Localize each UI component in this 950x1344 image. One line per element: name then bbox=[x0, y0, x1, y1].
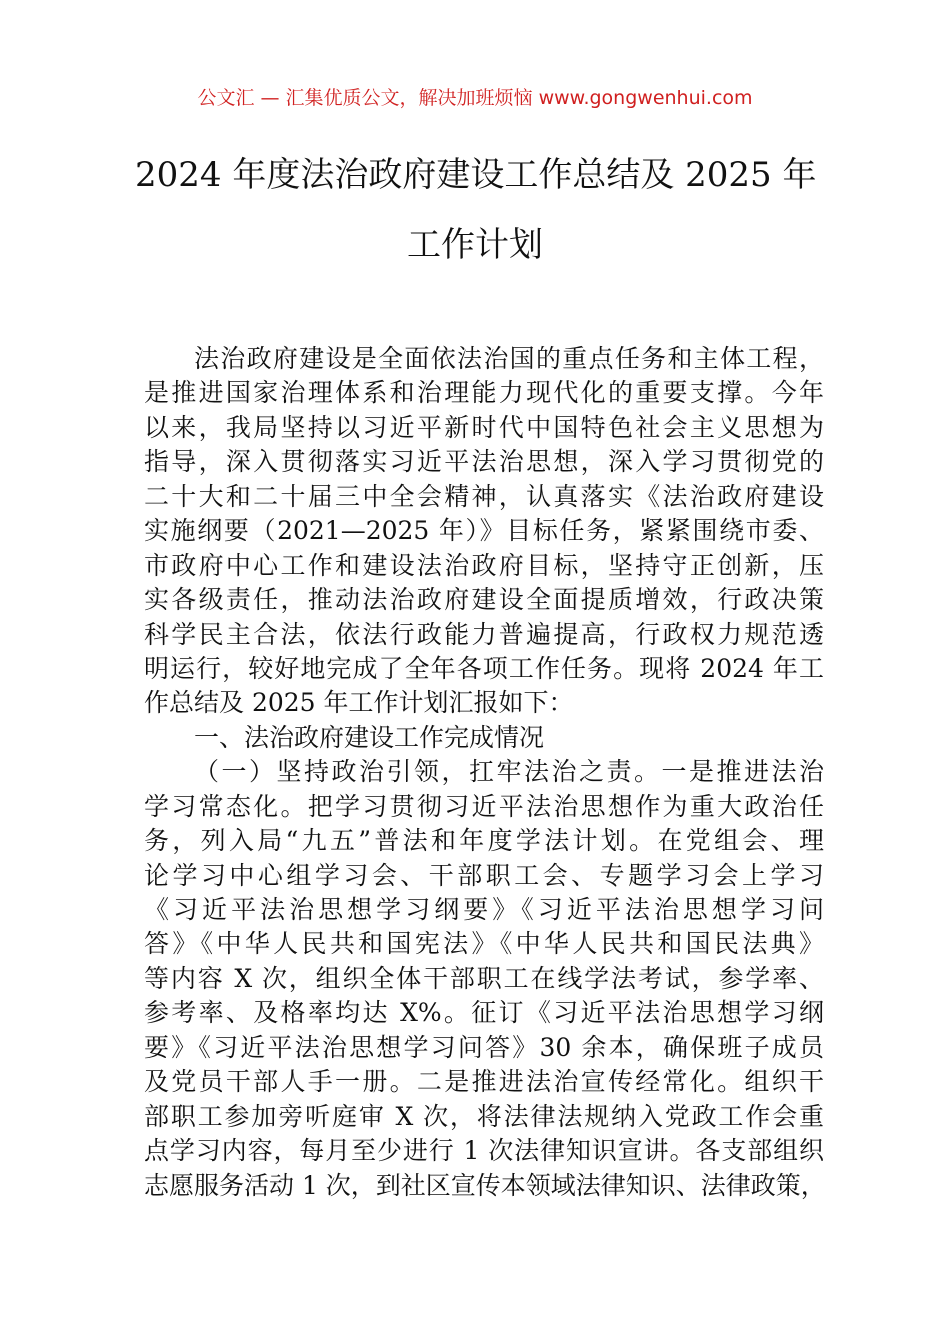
body-line: 点学习内容，每月至少进行 1 次法律知识宣讲。各支部组织 bbox=[144, 1136, 824, 1166]
body-line: 答》《中华人民共和国宪法》《中华人民共和国民法典》 bbox=[144, 929, 824, 959]
body-line: 《习近平法治思想学习纲要》《习近平法治思想学习问 bbox=[144, 895, 824, 924]
body-line: 实各级责任，推动法治政府建设全面提质增效，行政决策 bbox=[144, 585, 824, 615]
body-line: 务，列入局“九五”普法和年度学法计划。在党组会、理 bbox=[144, 826, 824, 856]
body-line: 论学习中心组学习会、干部职工会、专题学习会上学习 bbox=[144, 860, 824, 890]
body-line: 市政府中心工作和建设法治政府目标，坚持守正创新，压 bbox=[144, 550, 824, 580]
body-line: 二十大和二十届三中全会精神，认真落实《法治政府建设 bbox=[144, 481, 824, 511]
document-title-line-2: 工作计划 bbox=[407, 225, 543, 265]
body-line: 等内容 X 次，组织全体干部职工在线学法考试，参学率、 bbox=[144, 963, 824, 993]
body-line: 志愿服务活动 1 次，到社区宣传本领域法律知识、法律政策， bbox=[144, 1170, 826, 1200]
body-line: 实施纲要（2021—2025 年）》目标任务，紧紧围绕市委、 bbox=[144, 516, 824, 546]
body-line: 要》《习近平法治思想学习问答》30 余本，确保班子成员 bbox=[144, 1032, 824, 1062]
document-title-line-1: 2024 年度法治政府建设工作总结及 2025 年 bbox=[135, 155, 817, 195]
body-line: 以来，我局坚持以习近平新时代中国特色社会主义思想为 bbox=[144, 412, 824, 442]
body-line: 明运行，较好地完成了全年各项工作任务。现将 2024 年工 bbox=[144, 653, 824, 683]
document-body bbox=[144, 342, 824, 1203]
body-line: 作总结及 2025 年工作计划汇报如下： bbox=[144, 688, 574, 718]
body-line: 法治政府建设是全面依法治国的重点任务和主体工程， bbox=[194, 344, 824, 373]
body-line: 科学民主合法，依法行政能力普遍提高，行政权力规范透 bbox=[144, 619, 824, 649]
section-heading: 一、法治政府建设工作完成情况 bbox=[194, 722, 545, 752]
header-banner: 公文汇 — 汇集优质公文，解决加班烦恼 www.gongwenhui.com bbox=[197, 87, 753, 109]
body-line: （一）坚持政治引领，扛牢法治之责。一是推进法治 bbox=[194, 757, 824, 787]
body-line: 是推进国家治理体系和治理能力现代化的重要支撑。今年 bbox=[144, 378, 824, 408]
body-line: 指导，深入贯彻落实习近平法治思想，深入学习贯彻党的 bbox=[144, 447, 824, 477]
body-line: 参考率、及格率均达 X%。征订《习近平法治思想学习纲 bbox=[144, 998, 824, 1028]
body-line: 及党员干部人手一册。二是推进法治宣传经常化。组织干 bbox=[144, 1067, 824, 1097]
body-line: 部职工参加旁听庭审 X 次，将法律法规纳入党政工作会重 bbox=[144, 1101, 824, 1131]
body-line: 学习常态化。把学习贯彻习近平法治思想作为重大政治任 bbox=[144, 791, 824, 821]
